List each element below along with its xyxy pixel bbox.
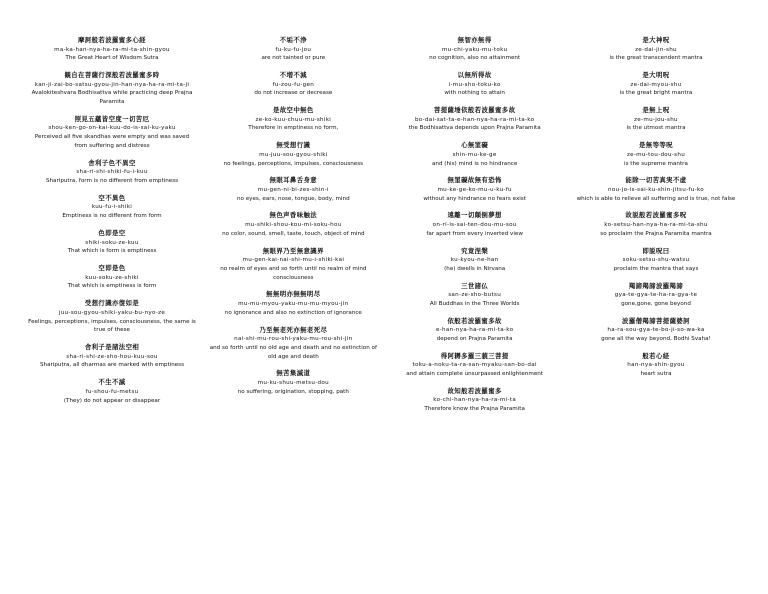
verse-kanji: 菩提薩埵依般若波羅蜜多故 [433, 106, 516, 115]
verse-english: Shariputra, form is no different from emptiness [45, 178, 179, 185]
verse-entry [391, 71, 559, 98]
verse-entry [28, 36, 196, 63]
verse-english: That which is emptiness is form [67, 283, 157, 290]
verse-kanji: 観自在菩薩行深般若波羅蜜多時 [64, 71, 160, 80]
verse-kanji: 舎利子色不異空 [88, 158, 136, 167]
verse-romaji: san-ze-sho-butsu [448, 292, 502, 299]
verse-kanji: 遠離一切顛倒夢想 [447, 211, 502, 220]
verse-kanji: 無眼界乃至無意識界 [262, 246, 324, 255]
column-1 [28, 36, 196, 594]
verse-romaji: mu-juu-sou-gyou-shiki [259, 151, 328, 158]
verse-entry [28, 343, 196, 370]
verse-kanji: 是無等等呪 [639, 141, 673, 150]
verse-entry [209, 211, 377, 238]
verse-romaji: bo-dai-sat-ta-e-han-nya-ha-ra-mi-ta-ko [414, 116, 535, 123]
verse-english: no feelings, perceptions, impulses, consciousness [223, 160, 364, 167]
verse-romaji: e-han-nya-ha-ra-mi-ta-ko [435, 327, 514, 334]
verse-entry [572, 247, 740, 274]
verse-english: Emptiness is no different from form [62, 213, 162, 220]
verse-kanji: 無色声香味触法 [269, 211, 318, 220]
verse-entry [209, 369, 377, 396]
verse-entry [572, 282, 740, 309]
verse-kanji: 羯諦羯諦波羅羯諦 [628, 281, 684, 290]
verse-romaji: ha-ra-sou-gya-te-bo-ji-so-wa-ka [607, 327, 705, 334]
verse-romaji: mu-gen-kai-nai-shi-mu-i-shiki-kai [242, 257, 345, 264]
verse-romaji: gya-te-gya-te-ha-ra-gya-te [614, 292, 698, 299]
verse-kanji: 是故空中無色 [272, 106, 314, 115]
verse-english: is the supreme mantra [624, 160, 688, 167]
verse-entry [28, 229, 196, 256]
verse-romaji: ku-kyou-ne-han [450, 257, 499, 264]
verse-romaji: ze-ko-kuu-chuu-mu-shiki [255, 116, 332, 123]
verse-english: the Bodhisattva depends upon Prajna Paramita [408, 125, 541, 132]
column-2 [209, 36, 377, 594]
verse-romaji: on-ri-is-sai-ten-dou-mu-sou [432, 221, 517, 228]
verse-kanji: 是大神呪 [642, 36, 670, 44]
verse-english: are not tainted or pure [261, 55, 326, 62]
verse-kanji: 無受想行識 [276, 141, 311, 150]
verse-english: All Buddhas in the Three Worlds [429, 300, 520, 307]
verse-english: (he) dwells in Nirvana [444, 265, 506, 272]
verse-entry [391, 282, 559, 309]
verse-kanji: 無罣礙故無有恐怖 [447, 176, 502, 185]
verse-kanji: 照見五蘊皆空度一切苦厄 [74, 114, 150, 123]
verse-english: no ignorance and also no extinction of ignorance [224, 309, 362, 316]
verse-romaji: mu-chi-yaku-mu-toku [441, 46, 508, 53]
verse-romaji: kuu-fu-i-shiki [91, 204, 133, 211]
verse-kanji: 空即是色 [98, 264, 126, 273]
verse-english: do not increase or decrease [254, 90, 333, 97]
verse-entry [209, 141, 377, 168]
verse-romaji: mu-gen-ni-bi-zes-shin-i [257, 186, 329, 193]
verse-entry [572, 352, 740, 379]
verse-entry [209, 247, 377, 283]
column-4 [572, 36, 740, 594]
verse-english: (They) do not appear or disappear [63, 397, 161, 404]
verse-english: That which is form is emptiness [67, 248, 157, 255]
verse-romaji: mu-ke-ge-ko-mu-u-ku-fu [437, 186, 512, 193]
verse-entry [391, 211, 559, 238]
verse-entry [391, 247, 559, 274]
verse-romaji: sha-ri-shi-ze-sho-hou-kuu-sou [66, 353, 158, 360]
verse-entry [391, 36, 559, 63]
verse-english: Avalokiteshvara Bodhisattva while practicing deep Prajna Paramita [31, 90, 193, 106]
verse-kanji: 摩訶般若波羅蜜多心経 [78, 36, 146, 44]
verse-entry [391, 106, 559, 133]
verse-english: Shariputra, all dharmas are marked with emptiness [39, 362, 185, 369]
verse-romaji: shiki-soku-ze-kuu [85, 239, 139, 246]
verse-romaji: ma-ka-han-nya-ha-ra-mi-ta-shin-gyou [54, 46, 170, 53]
verse-romaji: mu-shiki-shou-kou-mi-soku-hou [245, 221, 342, 228]
verse-entry [209, 290, 377, 317]
verse-romaji: nai-shi-mu-rou-shi-yaku-mu-rou-shi-jin [234, 336, 353, 343]
verse-kanji: 故説般若波羅蜜多呪 [625, 211, 687, 220]
verse-romaji: fu-shou-fu-metsu [85, 388, 139, 395]
verse-romaji: shin-mu-ke-ge [452, 151, 497, 158]
verse-kanji: 得阿耨多羅三藐三菩提 [440, 351, 509, 360]
verse-kanji: 究竟涅槃 [461, 246, 489, 255]
verse-entry [391, 387, 559, 414]
verse-kanji: 能除一切苦真実不虚 [625, 176, 687, 185]
verse-english: and attain complete unsurpassed enlightenment [406, 371, 544, 378]
verse-entry [28, 194, 196, 221]
verse-english: proclaim the mantra that says [613, 265, 699, 272]
verse-kanji: 波羅僧羯諦菩提薩婆訶 [622, 316, 690, 325]
verse-english: The Great Heart of Wisdom Sutra [65, 55, 159, 62]
verse-romaji: mu-ku-shuu-metsu-dou [257, 379, 329, 386]
verse-english: gone,gone, gone beyond [621, 300, 691, 307]
verse-kanji: 故知般若波羅蜜多 [447, 386, 502, 395]
verse-english: with nothing to attain [444, 90, 505, 97]
verse-kanji: 是無上呪 [642, 106, 670, 115]
verse-romaji: fu-zou-fu-gen [272, 81, 315, 88]
verse-entry [572, 106, 740, 133]
verse-english: and (his) mind is no hindrance [431, 160, 518, 167]
verse-romaji: ko-chi-han-nya-ha-ra-mi-ta [433, 397, 517, 404]
verse-entry [572, 71, 740, 98]
verse-kanji: 以無所得故 [457, 71, 492, 80]
verse-entry [28, 71, 196, 107]
verse-entry [28, 378, 196, 405]
verse-english: which is able to relieve all suffering and is true, not false [576, 195, 736, 202]
verse-entry [572, 141, 740, 168]
verse-romaji: i-mu-sho-toku-ko [448, 81, 501, 88]
verse-english: is the great bright mantra [619, 90, 693, 97]
verse-english: is the great transcendent mantra [609, 55, 703, 62]
verse-kanji: 空不異色 [98, 193, 126, 202]
verse-kanji: 乃至無老死亦無老死尽 [259, 325, 328, 334]
verse-romaji: ze-mu-tou-dou-shu [626, 151, 686, 158]
verse-entry [391, 176, 559, 203]
verse-kanji: 不増不減 [279, 71, 307, 80]
verse-kanji: 無無明亦無無明尽 [266, 290, 321, 299]
verse-romaji: sha-ri-shi-shiki-fu-i-kuu [76, 169, 148, 176]
verse-kanji: 無智亦無得 [457, 36, 492, 44]
verse-english: no eyes, ears, nose, tongue, body, mind [236, 195, 350, 202]
verse-kanji: 無眼耳鼻舌身意 [269, 176, 318, 185]
verse-english: and so forth until no old age and death and no extinction of old age and death [209, 344, 377, 360]
verse-english: Therefore in emptiness no form, [248, 125, 339, 132]
verse-romaji: mu-mu-myou-yaku-mu-mu-myou-jin [238, 300, 349, 307]
verse-kanji: 色即是空 [98, 229, 126, 238]
verse-entry [209, 36, 377, 63]
verse-entry [28, 264, 196, 291]
verse-english: no cognition, also no attainment [429, 55, 521, 62]
verse-entry [28, 159, 196, 186]
verse-romaji: ze-mu-jou-shu [634, 116, 678, 123]
verse-kanji: 無苦集滅道 [276, 369, 311, 378]
verse-english: gone all the way beyond, Bodhi Svaha! [601, 336, 711, 343]
verse-romaji: toku-a-noku-ta-ra-san-myaku-san-bo-dai [412, 362, 537, 369]
verse-entry [391, 141, 559, 168]
verse-romaji: han-nya-shin-gyou [627, 362, 685, 369]
verse-entry [209, 326, 377, 362]
verse-english: depend on Prajna Paramita [436, 336, 513, 343]
verse-kanji: 不生不滅 [98, 378, 126, 387]
verse-english: no suffering, origination, stopping, path [237, 388, 349, 395]
verse-kanji: 心無罣礙 [461, 141, 489, 150]
verse-english: so proclaim the Prajna Paramita mantra [600, 230, 712, 237]
verse-entry [572, 36, 740, 63]
verse-entry [391, 352, 559, 379]
verse-kanji: 受想行識亦復如是 [84, 299, 140, 308]
verse-entry [572, 211, 740, 238]
verse-kanji: 般若心経 [642, 351, 670, 360]
verse-kanji: 不垢不浄 [279, 36, 307, 44]
verse-english: heart sutra [640, 371, 672, 378]
verse-entry [209, 176, 377, 203]
verse-english: Therefore know the Prajna Paramita [424, 406, 525, 413]
verse-kanji: 依般若波羅蜜多故 [447, 316, 502, 325]
verse-english: far apart from every inverted view [426, 230, 523, 237]
verse-romaji: ze-dai-jin-shu [635, 46, 677, 53]
column-3 [391, 36, 559, 594]
verse-english: without any hindrance no fears exist [423, 195, 526, 202]
verse-english: no realm of eyes and so forth until no realm of mind consciousness [220, 265, 367, 281]
verse-english: Feelings, perceptions, impulses, consciousness, the same is true of these [28, 318, 196, 334]
verse-romaji: ko-setsu-han-nya-ha-ra-mi-ta-shu [604, 221, 708, 228]
verse-entry [28, 299, 196, 335]
verse-entry [572, 317, 740, 344]
verse-romaji: ze-dai-myou-shu [630, 81, 682, 88]
verse-kanji: 三世諸仏 [461, 281, 489, 290]
verse-kanji: 即説呪曰 [642, 246, 670, 255]
verse-romaji: nou-jo-is-sai-ku-shin-jitsu-fu-ko [608, 186, 704, 193]
verse-entry [572, 176, 740, 203]
verse-romaji: kuu-soku-ze-shiki [85, 274, 139, 281]
verse-entry [28, 115, 196, 151]
verse-kanji: 舎利子是諸法空相 [84, 343, 140, 352]
verse-entry [209, 71, 377, 98]
verse-romaji: fu-ku-fu-jou [275, 46, 312, 53]
verse-english: Perceived all five skandhas were empty and was saved from suffering and distress [34, 134, 190, 150]
verse-english: no color, sound, smell, taste, touch, object of mind [222, 230, 365, 237]
verse-kanji: 是大明呪 [642, 71, 670, 80]
verse-romaji: juu-sou-gyou-shiki-yaku-bu-nyo-ze [58, 309, 166, 316]
verse-romaji: shou-ken-go-on-kai-kuu-do-is-sai-ku-yaku [48, 125, 176, 132]
verse-romaji: kan-ji-zai-bo-satsu-gyou-jin-han-nya-ha-ra-mi-ta-ji [34, 81, 190, 88]
verse-entry [209, 106, 377, 133]
verse-entry [391, 317, 559, 344]
verse-english: is the utmost mantra [626, 125, 686, 132]
verse-romaji: soku-setsu-shu-watsu [622, 257, 690, 264]
